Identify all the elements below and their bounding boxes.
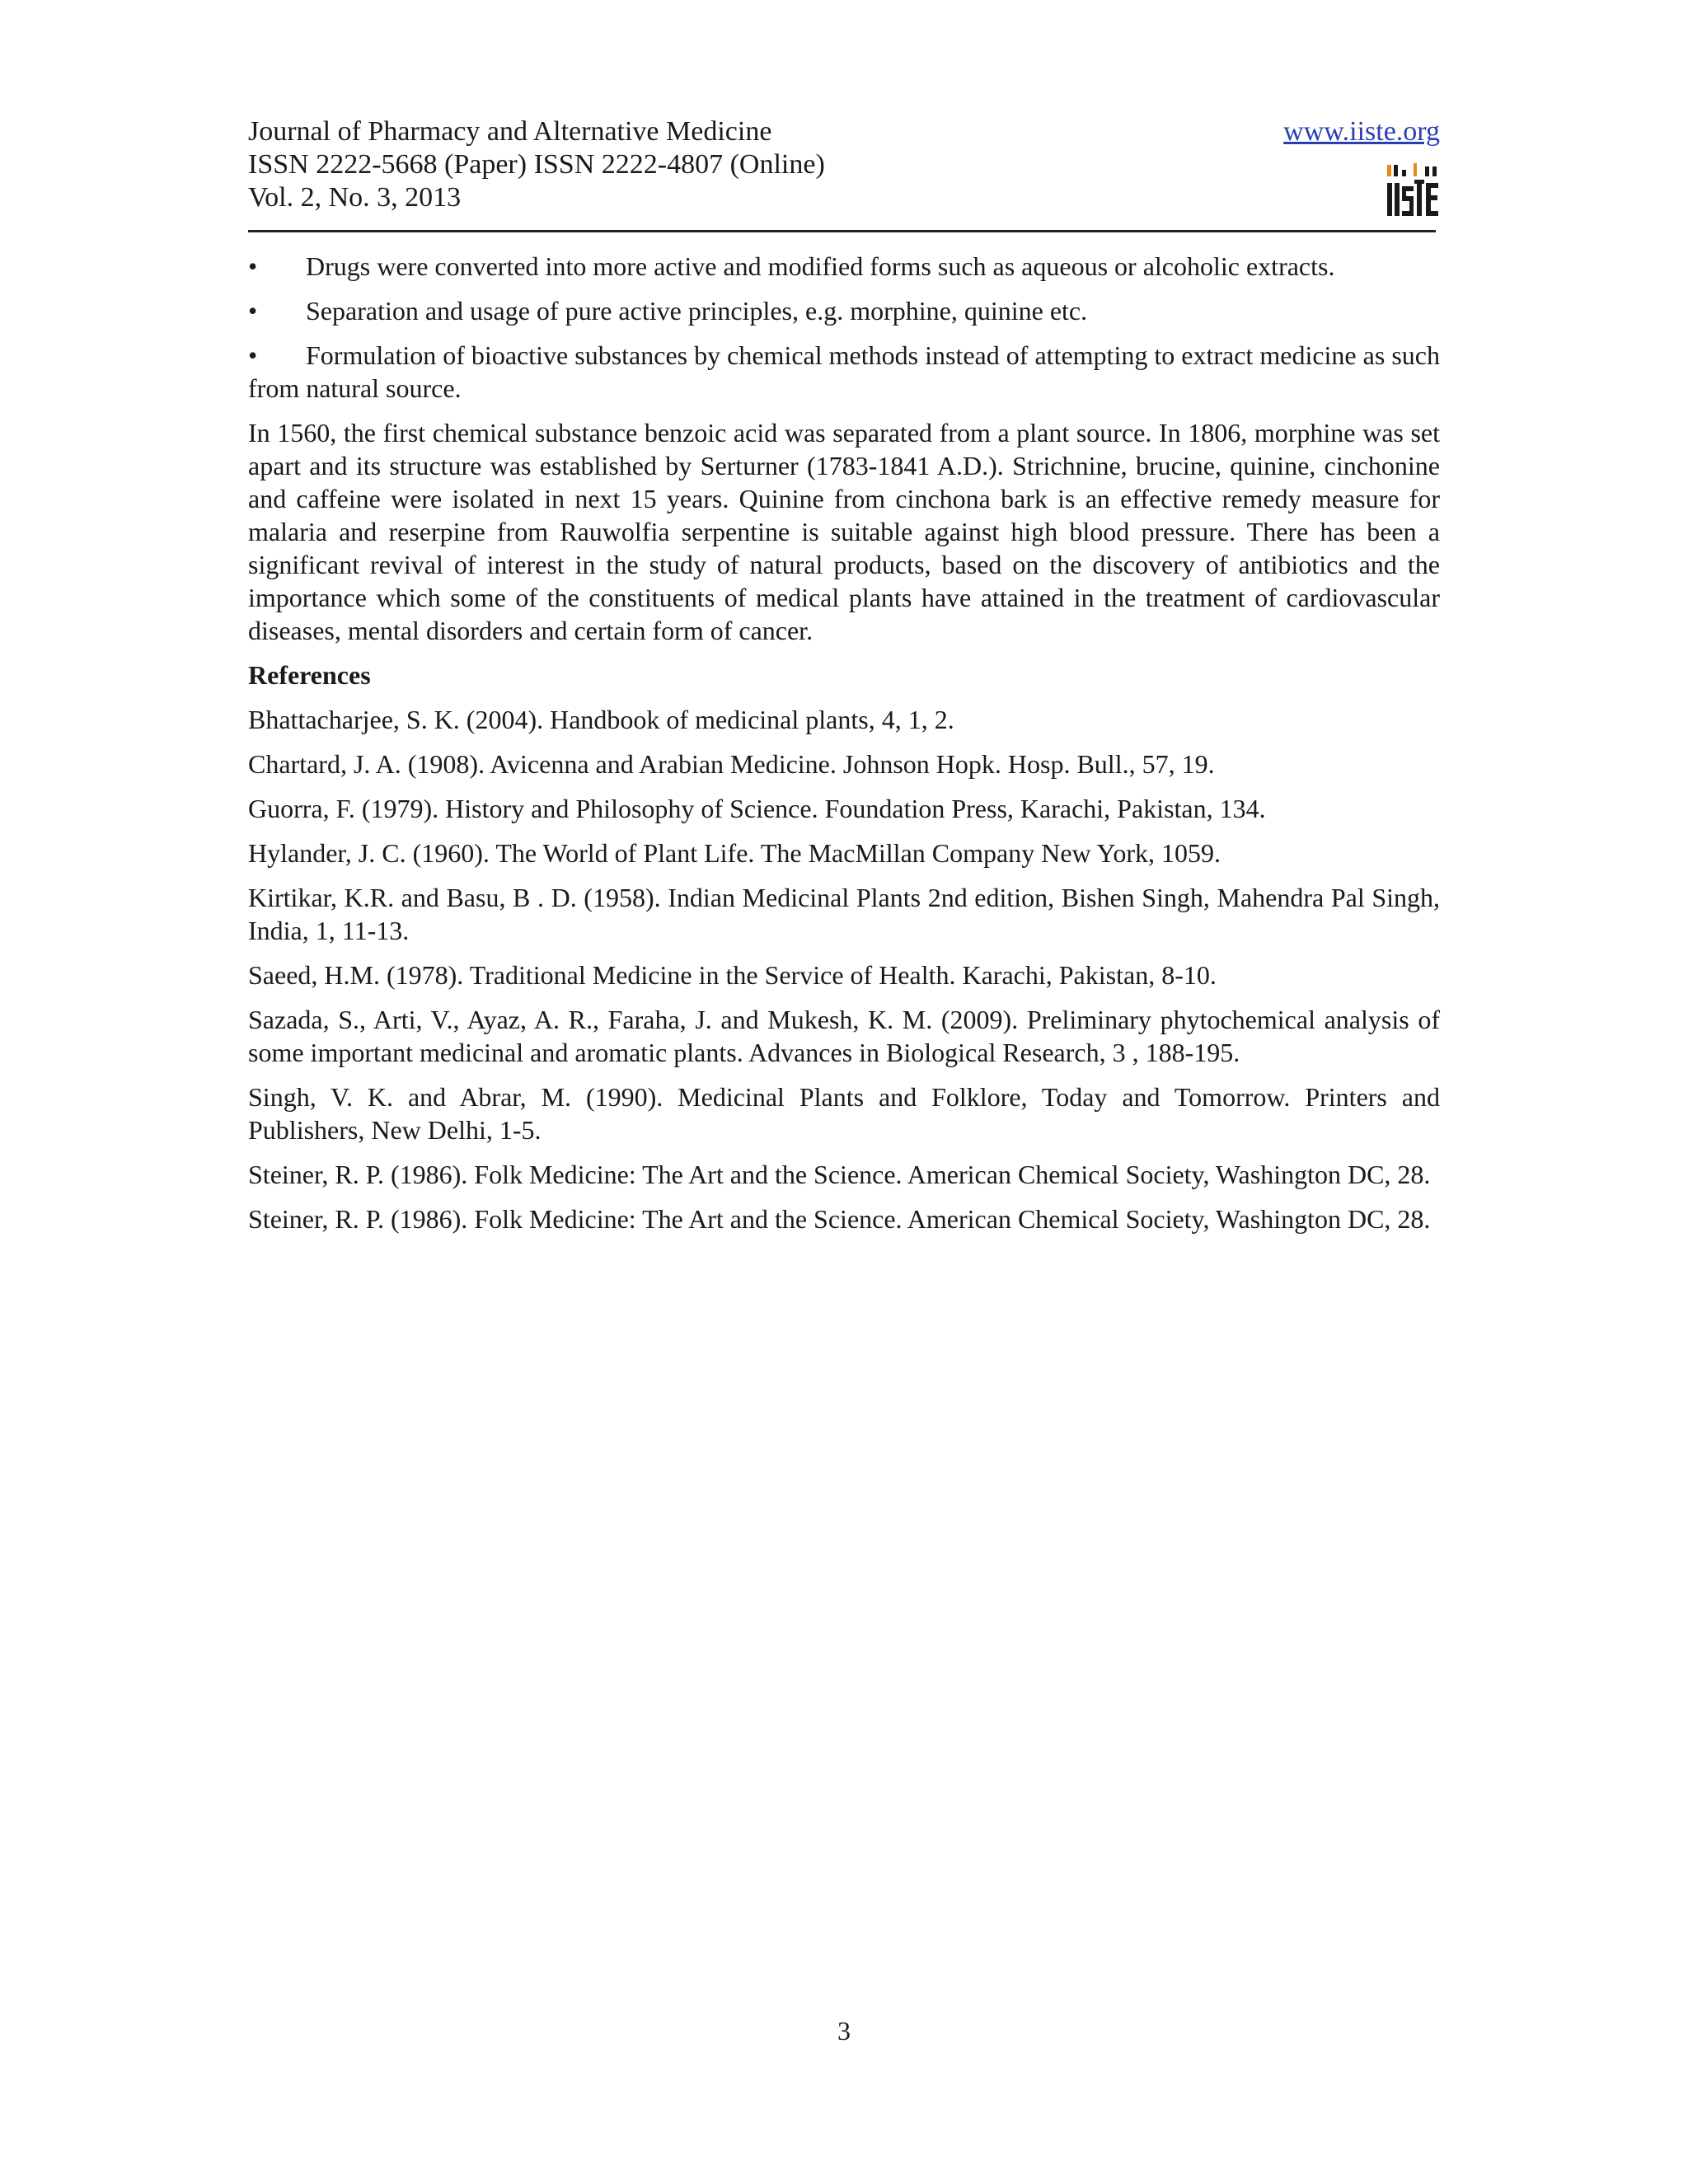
journal-volume: Vol. 2, No. 3, 2013 bbox=[248, 182, 462, 213]
journal-info bbox=[248, 115, 825, 214]
page-header bbox=[248, 115, 1440, 223]
bullet-marker: • bbox=[248, 340, 258, 370]
bullet-item bbox=[248, 339, 1440, 405]
reference-item: Chartard, J. A. (1908). Avicenna and Arabian Medicine. Johnson Hopk. Hosp. Bull., 57, 19. bbox=[248, 749, 1215, 779]
reference-item: Kirtikar, K.R. and Basu, B . D. (1958). Indian Medicinal Plants 2nd edition, Bishen Singh, Mahendra Pal Singh, India, 1, 11-13. bbox=[248, 883, 1440, 945]
bullet-item bbox=[248, 294, 1440, 327]
reference-item: Hylander, J. C. (1960). The World of Plant Life. The MacMillan Company New York, 1059. bbox=[248, 838, 1221, 868]
reference-item: Saeed, H.M. (1978). Traditional Medicine in the Service of Health. Karachi, Pakistan, 8-10. bbox=[248, 960, 1217, 990]
bullet-marker: • bbox=[248, 296, 258, 326]
bullet-text: Separation and usage of pure active principles, e.g. morphine, quinine etc. bbox=[306, 296, 1088, 326]
iiste-logo-icon bbox=[1386, 162, 1440, 221]
references-heading: References bbox=[248, 660, 371, 690]
reference-item: Sazada, S., Arti, V., Ayaz, A. R., Faraha, J. and Mukesh, K. M. (2009). Preliminary phytochemical analysis of some important medicinal and aromatic plants. Advances in Biological Research, 3 , 188-195. bbox=[248, 1005, 1440, 1067]
journal-title: Journal of Pharmacy and Alternative Medicine bbox=[248, 116, 772, 147]
main-content bbox=[248, 250, 1440, 1247]
bullet-text: Drugs were converted into more active and modified forms such as aqueous or alcoholic extracts. bbox=[306, 251, 1335, 281]
reference-item: Singh, V. K. and Abrar, M. (1990). Medicinal Plants and Folklore, Today and Tomorrow. Printers and Publishers, New Delhi, 1-5. bbox=[248, 1082, 1440, 1145]
reference-item: Steiner, R. P. (1986). Folk Medicine: The Art and the Science. American Chemical Society, Washington DC, 28. bbox=[248, 1204, 1431, 1234]
bullet-marker: • bbox=[248, 251, 258, 281]
page-number: 3 bbox=[837, 2016, 851, 2046]
header-divider bbox=[248, 230, 1436, 232]
reference-item: Guorra, F. (1979). History and Philosophy of Science. Foundation Press, Karachi, Pakistan, 134. bbox=[248, 794, 1266, 823]
journal-url-link[interactable]: www.iiste.org bbox=[1283, 116, 1440, 147]
body-paragraph: In 1560, the first chemical substance benzoic acid was separated from a plant source. In 1806, morphine was set apart and its structure was established by Serturner (1783-1841 A.D.). Strichnine, brucine, quinine, cinchonine and caffeine were isolated in next 15 years. Quinine from cinchona bark is an effective remedy measure for malaria and reserpine from Rauwolfia serpentine is suitable against high blood pressure. There has been a significant revival of interest in the study of natural products, based on the discovery of antibiotics and the importance which some of the constituents of medical plants have attained in the treatment of cardiovascular diseases, mental disorders and certain form of cancer. bbox=[248, 418, 1440, 645]
reference-item: Bhattacharjee, S. K. (2004). Handbook of medicinal plants, 4, 1, 2. bbox=[248, 705, 954, 734]
bullet-text: Formulation of bioactive substances by chemical methods instead of attempting to extract medicine as such from natural source. bbox=[248, 340, 1440, 403]
bullet-item bbox=[248, 250, 1440, 283]
reference-item: Steiner, R. P. (1986). Folk Medicine: The Art and the Science. American Chemical Society, Washington DC, 28. bbox=[248, 1160, 1431, 1189]
journal-issn: ISSN 2222-5668 (Paper) ISSN 2222-4807 (Online) bbox=[248, 149, 825, 180]
